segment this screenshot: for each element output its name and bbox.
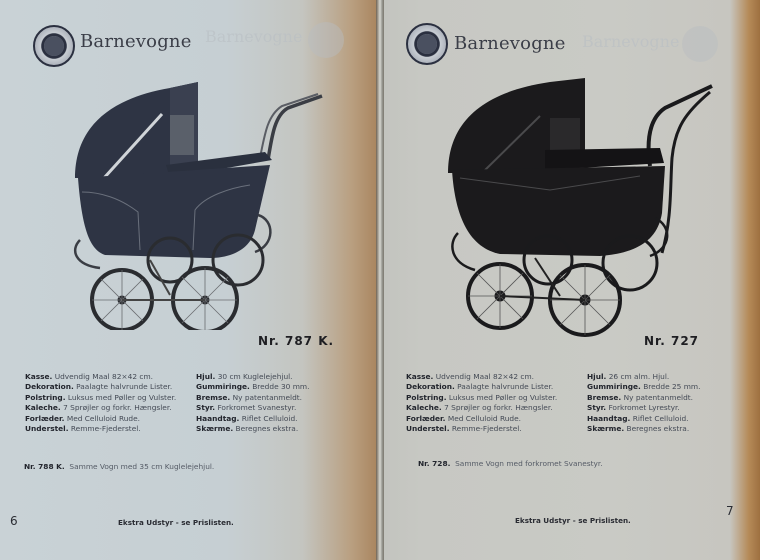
specs-column-1 <box>25 372 176 434</box>
catalog-page-right <box>384 0 760 560</box>
bleed-through-logo-icon <box>308 22 344 58</box>
spec-row: Kaleche. 7 Sprøjler og forkr. Hængsler. <box>406 403 553 413</box>
catalog-page-left <box>0 0 378 560</box>
spec-row: Kasse. Udvendig Maal 82×42 cm. <box>25 372 153 381</box>
spec-row: Styr. Forkromet Lyrestyr. <box>587 403 680 413</box>
spec-row: Forlæder. Med Celluloid Rude. <box>406 413 522 423</box>
page-footer: Ekstra Udstyr - se Prislisten. <box>118 518 234 527</box>
model-number: Nr. 727 <box>644 334 700 348</box>
bleed-through-logo-icon <box>682 26 718 62</box>
page-number: 6 <box>10 514 18 528</box>
spec-row: Polstring. Luksus med Pøller og Vulster. <box>406 392 558 402</box>
brand-seal-logo-icon <box>33 25 75 67</box>
model-number: Nr. 787 K. <box>258 334 335 348</box>
specs-column-1 <box>406 372 557 434</box>
spec-row: Understel. Remme-Fjederstel. <box>25 424 141 434</box>
pram-727-photo <box>440 78 725 340</box>
specs-column-2 <box>196 372 309 434</box>
pram-787k-photo <box>60 80 340 330</box>
specs-column-2 <box>587 372 700 434</box>
spec-row: Haandtag. Riflet Celluloid. <box>587 413 689 423</box>
spec-row: Hjul. 30 cm Kuglelejehjul. <box>196 372 293 381</box>
spec-row: Understel. Remme-Fjederstel. <box>406 424 522 434</box>
spec-row: Kasse. Udvendig Maal 82×42 cm. <box>406 372 534 381</box>
spec-row: Bremse. Ny patentanmeldt. <box>196 392 303 402</box>
spec-row: Hjul. 26 cm alm. Hjul. <box>587 372 670 381</box>
page-title: Barnevogne <box>454 33 566 54</box>
variant-note: Nr. 788 K. Samme Vogn med 35 cm Kuglelejehjul. <box>24 462 215 471</box>
spec-row: Dekoration. Paalagte halvrunde Lister. <box>25 382 173 392</box>
spec-row: Gummiringe. Bredde 30 mm. <box>196 382 310 392</box>
spec-row: Skærme. Beregnes ekstra. <box>587 424 690 434</box>
spec-row: Styr. Forkromet Svanestyr. <box>196 403 297 413</box>
bleed-through-text: Barnevogne <box>582 32 680 51</box>
spec-row: Haandtag. Riflet Celluloid. <box>196 413 298 423</box>
variant-note: Nr. 728. Samme Vogn med forkromet Svanestyr. <box>418 459 603 468</box>
page-footer: Ekstra Udstyr - se Prislisten. <box>515 516 631 525</box>
spec-row: Bremse. Ny patentanmeldt. <box>587 392 694 402</box>
spec-row: Dekoration. Paalagte halvrunde Lister. <box>406 382 554 392</box>
spec-row: Kaleche. 7 Sprøjler og forkr. Hængsler. <box>25 403 172 413</box>
spec-row: Gummiringe. Bredde 25 mm. <box>587 382 701 392</box>
bleed-through-text: Barnevogne <box>205 27 303 46</box>
brand-seal-logo-icon <box>406 23 448 65</box>
spec-row: Forlæder. Med Celluloid Rude. <box>25 413 141 423</box>
spec-row: Skærme. Beregnes ekstra. <box>196 424 299 434</box>
spec-row: Polstring. Luksus med Pøller og Vulster. <box>25 392 177 402</box>
page-number: 7 <box>726 504 734 518</box>
page-title: Barnevogne <box>80 31 192 52</box>
